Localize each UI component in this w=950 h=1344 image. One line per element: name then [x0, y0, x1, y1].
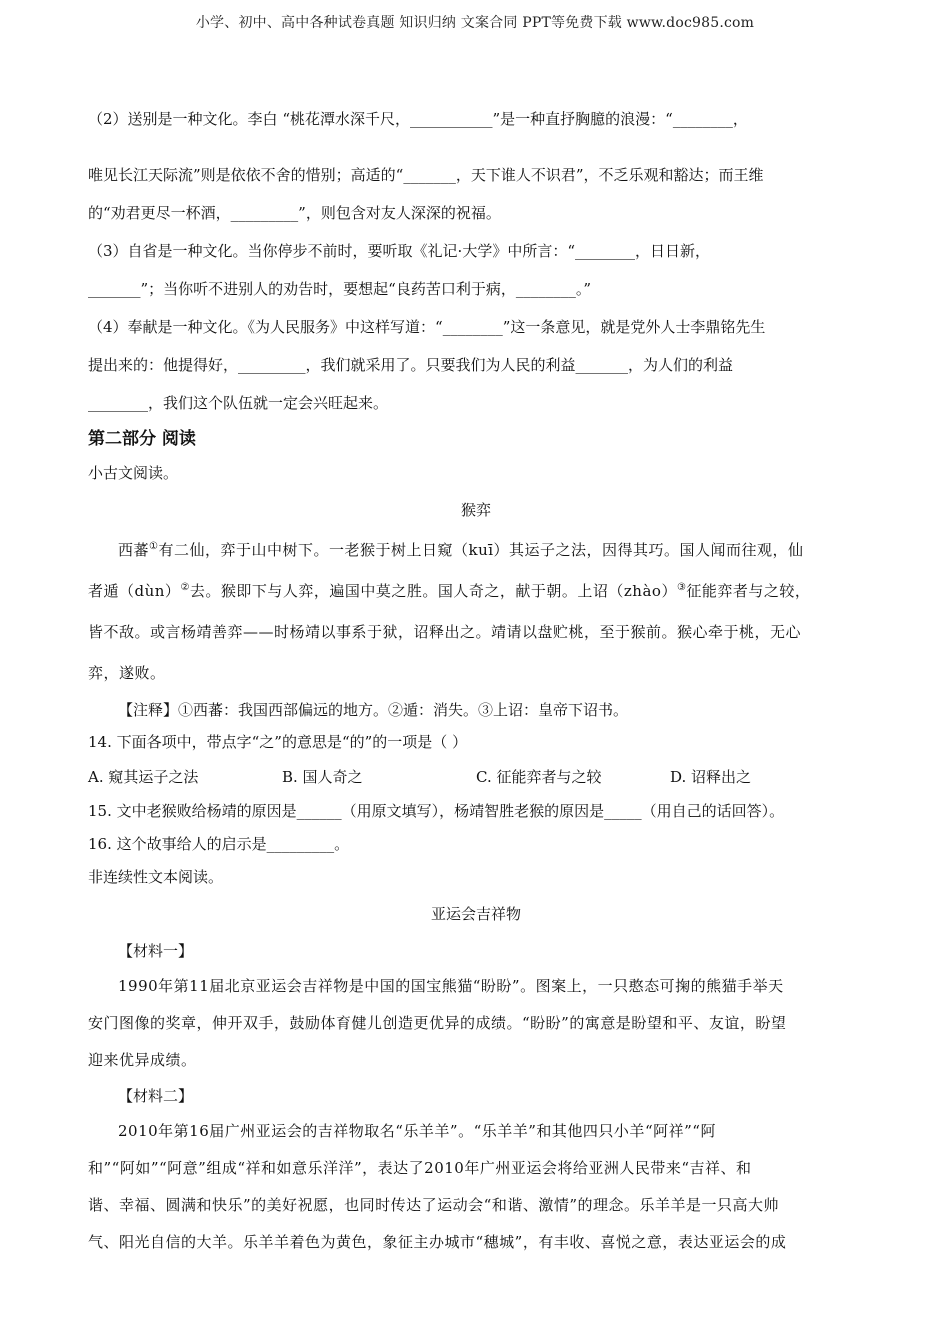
option-b: B. 国人奇之	[282, 768, 363, 786]
question-14: 14. 下面各项中，带点字“之”的意思是“的”的一项是（ ）	[88, 733, 468, 751]
fill-q4-line2: 提出来的：他提得好，_________，我们就采用了。只要我们为人民的利益_______，为人们的利益	[88, 356, 734, 374]
ancient-text: 有二仙，弈于山中树下。一老猴于树上日窥（kuī）其运子之法，因得其巧。国人闻而往观，仙	[158, 541, 804, 559]
question-14-options	[88, 759, 864, 795]
option-c: C. 征能弈者与之较	[476, 768, 602, 786]
material1-line1: 1990年第11届北京亚运会吉祥物是中国的国宝熊猫“盼盼”。图案上，一只憨态可掬的熊猫手举天	[118, 977, 784, 995]
ancient-para-line1	[88, 530, 864, 571]
material1-line2: 安门图像的奖章，伸开双手，鼓励体育健儿创造更优异的成绩。“盼盼”的寓意是盼望和平、友谊，盼望	[88, 1014, 787, 1032]
fill-q2-line2: 唯见长江天际流”则是依依不舍的惜别；高适的“_______，天下谁人不识君”，不乏乐观和豁达；而王维	[88, 166, 764, 184]
fill-q2-line3: 的“劝君更尽一杯酒，_________”，则包含对友人深深的祝福。	[88, 204, 501, 222]
ancient-para-line2	[88, 571, 864, 612]
question-16: 16. 这个故事给人的启示是_________。	[88, 835, 350, 853]
part2-heading: 第二部分 阅读	[88, 429, 196, 449]
ancient-para-line4: 弈，遂败。	[88, 664, 166, 682]
ancient-text: 征能弈者与之较，	[686, 582, 811, 600]
ancient-footnote: 【注释】①西蕃：我国西部偏远的地方。②遁：消失。③上诏：皇帝下诏书。	[118, 701, 629, 719]
material2-line2: 和”“阿如”“阿意”组成“祥和如意乐洋洋”，表达了2010年广州亚运会将给亚洲人民带来“吉祥、和	[88, 1159, 752, 1177]
ancient-para-line3: 皆不敌。或言杨靖善弈——时杨靖以事系于狱，诏释出之。靖请以盘贮桃，至于猴前。猴心牵于桃，无心	[88, 623, 802, 641]
footnote-mark: ③	[676, 582, 687, 593]
material1-line3: 迎来优异成绩。	[88, 1051, 197, 1069]
fill-q4-line3: ________，我们这个队伍就一定会兴旺起来。	[88, 394, 389, 412]
fill-q3-line1: （3）自省是一种文化。当你停步不前时，要听取《礼记·大学》中所言：“________，日日新，	[88, 242, 710, 260]
document-body	[88, 100, 864, 1261]
fill-q2-line1: （2）送别是一种文化。李白 “桃花潭水深千尺，___________”是一种直抒胸臆的浪漫：“________，	[88, 110, 748, 128]
nontext-intro: 非连续性文本阅读。	[88, 868, 224, 886]
ancient-text: 西蕃	[118, 541, 150, 559]
ancient-text: 者遁（dùn）	[88, 582, 181, 600]
header-banner: 小学、初中、高中各种试卷真题 知识归纳 文案合同 PPT等免费下载 www.doc985.com	[195, 15, 755, 31]
ancient-intro: 小古文阅读。	[88, 464, 179, 482]
nontext-title: 亚运会吉祥物	[430, 905, 521, 923]
material2-line3: 谐、幸福、圆满和快乐”的美好祝愿，也同时传达了运动会“和谐、激情”的理念。乐羊羊是一只高大帅	[88, 1196, 780, 1214]
material1-label: 【材料一】	[118, 942, 194, 960]
material2-line1: 2010年第16届广州亚运会的吉祥物取名“乐羊羊”。“乐羊羊”和其他四只小羊“阿祥”“阿	[118, 1122, 716, 1140]
ancient-text: 去。猴即下与人弈，遍国中莫之胜。国人奇之，献于朝。上诏（zhào）	[189, 582, 677, 600]
option-a: A. 窥其运子之法	[88, 768, 199, 786]
footnote-mark: ②	[180, 582, 190, 593]
question-15: 15. 文中老猴败给杨靖的原因是______（用原文填写），杨靖智胜老猴的原因是_____（用自己的话回答）。	[88, 802, 785, 820]
material2-line4: 气、阳光自信的大羊。乐羊羊着色为黄色，象征主办城市“穗城”，有丰收、喜悦之意，表达亚运会的成	[88, 1233, 787, 1251]
footnote-mark: ①	[149, 541, 159, 552]
fill-q3-line2: _______”；当你听不进别人的劝告时，要想起“良药苦口利于病，________。”	[88, 280, 592, 298]
option-d: D. 诏释出之	[670, 768, 752, 786]
material2-label: 【材料二】	[118, 1087, 194, 1105]
fill-q4-line1: （4）奉献是一种文化。《为人民服务》中这样写道：“________”这一条意见，就是党外人士李鼎铭先生	[88, 318, 766, 336]
ancient-title: 猴弈	[460, 501, 491, 519]
